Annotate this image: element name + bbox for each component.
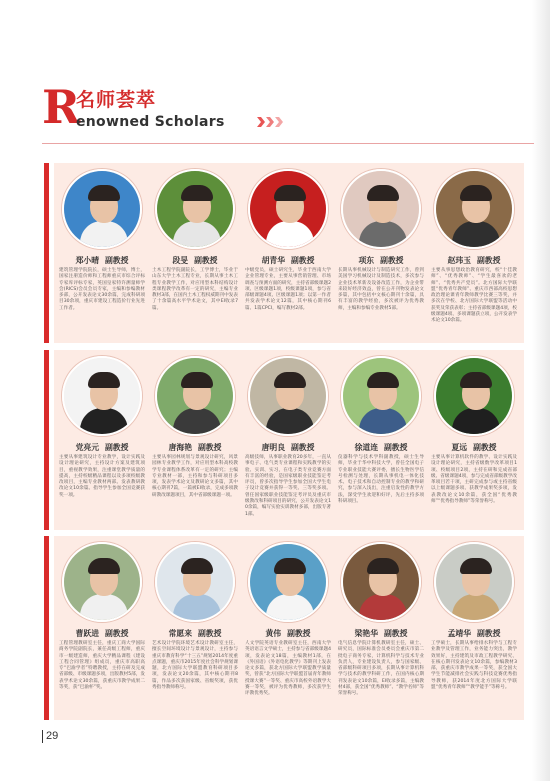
scholar-title: 副教授: [291, 443, 315, 452]
scholar-row: [54, 163, 524, 343]
scholar-title: 副教授: [105, 629, 129, 638]
scholar-name-line: [151, 628, 239, 639]
scholar-title: 副教授: [384, 443, 408, 452]
scholar-name-line: [244, 255, 332, 266]
scholar-name-line: [151, 442, 239, 453]
chevron-arrows-icon: [257, 117, 284, 127]
scholar-bio: 中级党员，硕士研究生，毕业于西南大学企业管理专业，主要从事营销管理、市场调查与预测方面的研究，主持省部级课题2项、区级课题1项，校级课题1项，参与省部级课题4项、区级课题1项；以第一作者共发表学术论文12篇，其中核心期刊6篇、1篇CPCI，编写教材2部。: [245, 268, 331, 311]
scholar-name: 孟靖华: [447, 629, 471, 638]
scholar-name: 郑小晴: [75, 256, 99, 265]
scholar-name: 赵玮玉: [447, 256, 471, 265]
scholar-title: 副教授: [287, 629, 311, 638]
scholar-bio: 艺术设计学院环境艺术设计教研室主任，擅长空间环境设计与景观设计，主持参与重庆市教育科学“十三五”规划2014年度重点课题，重庆市2015年度社会科学规划课题，北方国际大学联盟教育科研项目多项，发表论文20余篇，其中核心期刊8篇，作品多次获国家级、省级奖项，获优秀指导教师称号。: [152, 641, 238, 691]
scholar-name: 徐道连: [354, 443, 378, 452]
scholar-bio: 主要从事园林规划与景观设计研究，风景园林专业教学工作，对应用型本科高校教学专业课程体系改革有一定的研究；主编专业教材一部，主持和参与科研项目多项，发表学术论文及教研论文多篇，其中核心期刊7篇，一篇被EI收录，完成多项教研教改课题项目，其中省部级课题一项。: [152, 455, 238, 498]
scholar-title: 副教授: [198, 629, 222, 638]
scholar-name: 梁艳华: [354, 629, 378, 638]
scholar-bio: 主要从事思想政治教育研究，校“十佳教师”、“优秀教师”、“学生最喜欢的老师”、“优秀共产党员”。北方国际大学联盟“优秀青年教师”、重庆市西部高校思想政治理论课青年教师教学比赛三等奖，并多次在学校、北方国际大学联盟等活动中获奖及荣获表彰；主持省部级课题4项，校级课题4项、多项课题获立项，公开发表学术论文10余篇。: [431, 268, 517, 324]
scholar-name-line: [337, 255, 425, 266]
scholar-bio: 仪器科学与技术学科副教授，硕士生导师，毕业于华中科技大学，曾任全国电子专业职业技能大赛评委，擅长生物医学信号检测与处理，长期从事机电一体化技术、电子技术和自动控制专业的教学和研究，参与深入浅出，注重启发性的教学方法，深受学生欢迎和好评，先后主持多项科研项目。: [338, 455, 424, 505]
scholar-name-line: [430, 442, 518, 453]
portrait-photo: [248, 542, 328, 622]
scholar-name: 胡青华: [261, 256, 285, 265]
scholar-name-line: [430, 255, 518, 266]
scholar-name-line: [244, 442, 332, 453]
scholar-title: 副教授: [477, 256, 501, 265]
scholar-name-line: [244, 628, 332, 639]
scholar-name: 党亮元: [75, 443, 99, 452]
scholar-bio: 主要从事计算机软件的教学、设计实践及设计理论研究，主持省级数学改革项目1项、校级项目2项，主持在研和完成省部级、省级课题4项，参与完成省部级教学改革项目若干项，主研完成参与或主持省级以上级课题多项、获教学成果奖多项，发表教改论文10余篇，获全国“优秀教师”“优秀指导教师”等荣誉称号。: [431, 455, 517, 505]
scholar-name-line: [337, 628, 425, 639]
scholar-name-line: [58, 255, 146, 266]
scholar-bio: 工学硕士，长期从事给排水科学与工程专业教学及管理工作，业务能力突出，教学效果好，主持建筑及市政工程教学研究、在核心期刊发表论文10余篇，参编教材3部，获重庆市教学成果一等奖，获全国大学生节能减排社会实践与科技竞赛优秀指导教师，获2014年度北方国际大学联盟“优秀青年教师”“教学能手”等称号。: [431, 641, 517, 691]
portrait-photo: [155, 542, 235, 622]
scholar-row: [54, 350, 524, 530]
scholar-title: 副教授: [473, 443, 497, 452]
portrait-photo: [341, 169, 421, 249]
portrait-photo: [341, 356, 421, 436]
scholar-name-line: [430, 628, 518, 639]
scholar-title: 副教授: [198, 443, 222, 452]
portrait-photo: [155, 356, 235, 436]
scholar-bio: 土木工程学院副院长，工学博士，毕业于山东大学土木工程专业，长期从事土木工程专业教学工作，对应用型本科结构设计类课程教学改革有一定的研究，主编专业教材3部，在国内土木工程权威期刊中发表了十余篇高水平学术论文，其中EI收录7篇。: [152, 268, 238, 311]
scholar-name: 唐海艳: [168, 443, 192, 452]
scholar-bio: 主要从事建筑设计专业教学，设计实践及设计理论研究，主持设计方案及建筑项目，重视教学效果，注重课堂教学质量的提高，主持校级精品课程以及多项校级教改项目，主编专业教材两部。发表教研教改论文10余篇。指导学生参加全国竞赛获奖一项。: [59, 455, 145, 498]
portrait-photo: [248, 169, 328, 249]
portrait-photo: [434, 169, 514, 249]
portrait-photo: [62, 542, 142, 622]
portrait-photo: [62, 356, 142, 436]
scholar-row: [54, 536, 524, 720]
portrait-photo: [248, 356, 328, 436]
row-accent-bar: [44, 536, 49, 720]
scholar-bio: 电气信息学院计算机教研室主任，硕士、研究员，国际标准会员委员会重庆市第二批电子商务专家，计算机科学与技术专业负责人，专业建设负责人，参与国家级、省部级科研项目多项，长期从事计算机科学与技术的教学科研工作，在国内核心期刊发表论文10余篇，EI收录多篇，主编教材4部，获全国“优秀教师”、“教学名师”等荣誉称号。: [338, 641, 424, 697]
scholar-title: 副教授: [384, 629, 408, 638]
portrait-photo: [434, 356, 514, 436]
scholar-title: 副教授: [477, 629, 501, 638]
header-divider: [42, 143, 534, 144]
scholar-title: 副教授: [380, 256, 404, 265]
scholar-name: 夏远: [451, 443, 468, 452]
header-title-en: enowned Scholars: [76, 114, 225, 130]
row-accent-bar: [44, 350, 49, 530]
scholar-name: 黄伟: [265, 629, 282, 638]
scholar-name-line: [58, 628, 146, 639]
page-number-bar: [42, 730, 43, 743]
scholar-name-line: [151, 255, 239, 266]
header-big-letter: R: [42, 80, 81, 134]
scholar-title: 副教授: [105, 256, 129, 265]
scholar-name: 段旻: [172, 256, 189, 265]
scholar-name: 常愿来: [168, 629, 192, 638]
scholar-bio: 工程管理教研室主任，重庆工商大学国际商务学院副院长，兼任高级工程师，重庆市一级建造师，重庆大学精品课程《建设工程合同管理》组成员，重庆市高职高专“巴渝学者”特聘教授，主持在研及完成省部级、市级课题多项，出版教材5部，发表学术论文30余篇，获重庆市教学成果二等奖，获“巴渝杯”奖。: [59, 641, 145, 691]
scholar-bio: 人文学院英语专业教研室主任，西南大学英语语言文学硕士，主持参与省部级课题4项，发表论文18篇，主编教材1部，在《外国语》《外语电化教学》等期刊上发表论文多篇，获北方国际大学联盟教学质量奖，曾获“北方国际大学联盟首届青年教师授课大赛”一等奖、重庆市高校外语教学大赛一等奖，被评为优秀教师，多次获学生评教优秀奖。: [245, 641, 331, 697]
portrait-photo: [62, 169, 142, 249]
row-accent-bar: [44, 163, 49, 343]
page-edge: [532, 0, 550, 781]
scholar-bio: 建筑管理学院院长，硕士生导师，博士，国家注册造价师和工程师重庆市综合评标专家库评标专家，英国皇家特许测量师学会(RICS)会员会员专家，主编和参编教材多部，公开发表论文30余篇，完成科研项目30余项，重庆市建设工程造价行业先进工作者。: [59, 268, 145, 311]
scholar-name: 曹跃进: [75, 629, 99, 638]
scholar-bio: 长期从事机械设计与制造研究工作，曾到美国学习机械设计及制造技术，多次参与企业技术革新及设备改造工作，为企业带来较好经济效益，曾在公开刊物发表论文多篇，其中包括中文核心期刊十余篇，具有丰富的教学经验，多次被评为优秀教师，主编和参编专业教材5部。: [338, 268, 424, 311]
portrait-photo: [434, 542, 514, 622]
header-title-cn: 名师荟萃: [76, 89, 157, 111]
scholar-name-line: [58, 442, 146, 453]
scholar-bio: 高级技师，从事职业教育20多年，一直从事电子、电气类专业课程和实践教学的实验、实训、实习，在电子类专业竞赛方面有丰富的经验，是国家级职业技能鉴定考评员，曾多次指导学生参加全国大学生电子设计竞赛并获得一等奖、三等奖多项。曾任国家级职业技能鉴定考评员及重庆市级教改和科研项目的研究，公开发表论文10余篇，编写实验实训教材多部，出版专著1部。: [245, 455, 331, 517]
scholar-name-line: [337, 442, 425, 453]
page-number: 29: [46, 730, 59, 742]
scholar-name: 唐明良: [261, 443, 285, 452]
scholar-title: 副教授: [194, 256, 218, 265]
scholar-name: 项东: [358, 256, 375, 265]
scholar-title: 副教授: [105, 443, 129, 452]
scholar-title: 副教授: [291, 256, 315, 265]
portrait-photo: [341, 542, 421, 622]
portrait-photo: [155, 169, 235, 249]
section-header: [42, 80, 442, 136]
